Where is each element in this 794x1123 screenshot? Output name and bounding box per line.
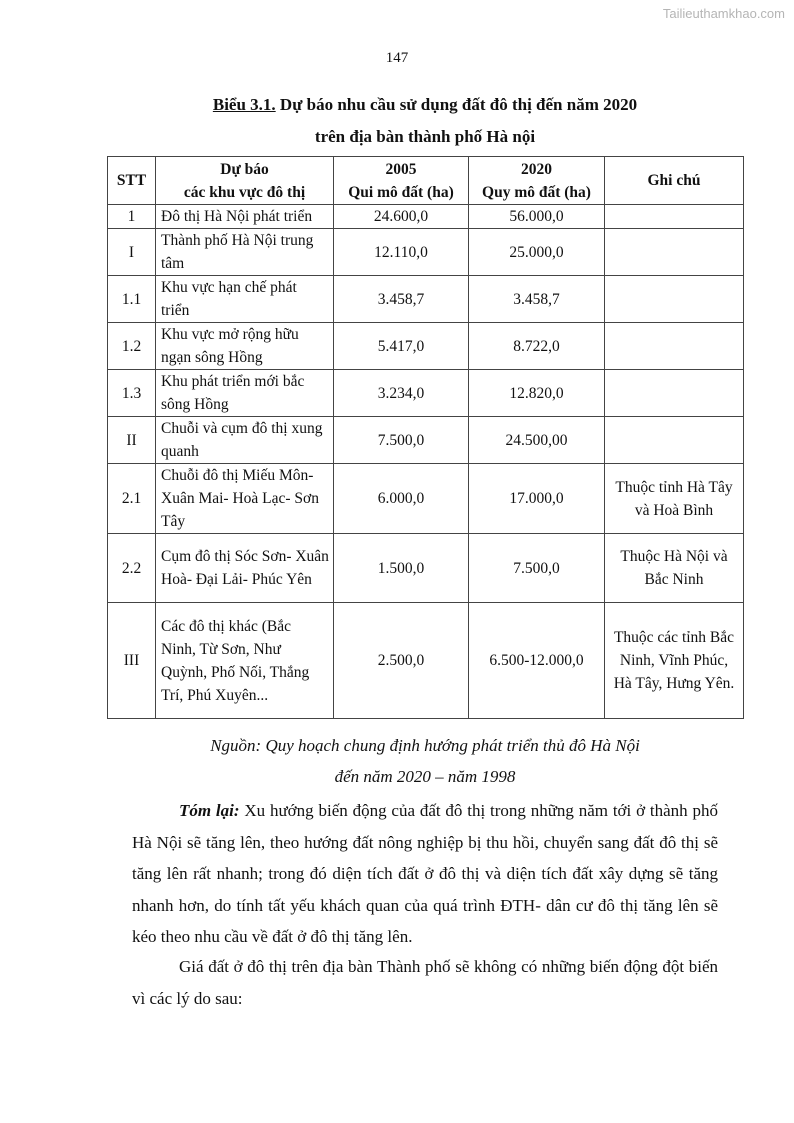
header-2020 [469,157,605,205]
cell-stt: 1 [108,205,156,229]
cell-2020: 8.722,0 [469,323,605,370]
header-2020-unit: Quy mô đất (ha) [482,183,591,201]
header-note: Ghi chú [605,157,744,205]
cell-2005: 24.600,0 [334,205,469,229]
table-header-row [108,157,744,205]
cell-stt: 1.2 [108,323,156,370]
cell-2005: 6.000,0 [334,464,469,534]
cell-2020: 56.000,0 [469,205,605,229]
cell-note [605,370,744,417]
table-title-text: Dự báo nhu cầu sử dụng đất đô thị đến năm 2020 [275,95,638,114]
cell-note [605,229,744,276]
table-row [108,534,744,603]
cell-area: Cụm đô thị Sóc Sơn- Xuân Hoà- Đại Lải- Phúc Yên [156,534,334,603]
cell-area: Khu vực mở rộng hữu ngạn sông Hồng [156,323,334,370]
cell-2020: 12.820,0 [469,370,605,417]
cell-note: Thuộc Hà Nội và Bắc Ninh [605,534,744,603]
cell-note: Thuộc các tỉnh Bắc Ninh, Vĩnh Phúc, Hà Tây, Hưng Yên. [605,603,744,719]
source-note-line2: đến năm 2020 – năm 1998 [334,767,516,786]
cell-note [605,417,744,464]
header-2005-year: 2005 [385,160,417,178]
table-row [108,323,744,370]
cell-note: Thuộc tỉnh Hà Tây và Hoà Bình [605,464,744,534]
cell-area: Đô thị Hà Nội phát triển [156,205,334,229]
cell-stt: 1.3 [108,370,156,417]
header-forecast [156,157,334,205]
cell-2005: 1.500,0 [334,534,469,603]
cell-area: Thành phố Hà Nội trung tâm [156,229,334,276]
header-2005-unit: Qui mô đất (ha) [348,183,454,201]
cell-area: Khu phát triển mới bắc sông Hồng [156,370,334,417]
table-row [108,417,744,464]
cell-note [605,205,744,229]
table-row [108,603,744,719]
table-title [0,95,794,115]
cell-2005: 7.500,0 [334,417,469,464]
page-number: 147 [385,50,409,66]
table-subtitle: trên địa bàn thành phố Hà nội [314,127,536,146]
price-paragraph: Giá đất ở đô thị trên địa bàn Thành phố sẽ không có những biến động đột biến vì các lý do sau: [132,957,718,1008]
cell-area: Các đô thị khác (Bắc Ninh, Từ Sơn, Như Quỳnh, Phố Nối, Thắng Trí, Phú Xuyên... [156,603,334,719]
cell-area: Chuỗi và cụm đô thị xung quanh [156,417,334,464]
table-row [108,229,744,276]
cell-stt: III [108,603,156,719]
cell-2020: 3.458,7 [469,276,605,323]
summary-paragraph [132,795,718,953]
header-stt: STT [108,157,156,205]
cell-note [605,276,744,323]
header-forecast-line2: các khu vực đô thị [183,183,306,201]
cell-2005: 5.417,0 [334,323,469,370]
cell-stt: 2.2 [108,534,156,603]
cell-note [605,323,744,370]
header-2005 [334,157,469,205]
summary-lead: Tóm lại: [179,801,240,820]
cell-2020: 25.000,0 [469,229,605,276]
land-forecast-table [107,156,744,719]
cell-2020: 24.500,00 [469,417,605,464]
header-2020-year: 2020 [521,160,552,178]
source-note-line1: Nguồn: Quy hoạch chung định hướng phát triển thủ đô Hà Nội [210,736,640,755]
cell-2005: 3.458,7 [334,276,469,323]
table-row [108,464,744,534]
cell-2020: 17.000,0 [469,464,605,534]
cell-2005: 12.110,0 [334,229,469,276]
cell-2020: 7.500,0 [469,534,605,603]
summary-text: Xu hướng biến động của đất đô thị trong những năm tới ở thành phố Hà Nội sẽ tăng lên, theo hướng đất nông nghiệp bị thu hồi, chuyển sang đất đô thị sẽ tăng lên rất nhanh; trong đó diện tích đất ở đô thị và diện tích đất xây dựng sẽ tăng nhanh hơn, do tính tất yếu khách quan của quá trình ĐTH- dân cư đô thị tăng lên sẽ kéo theo nhu cầu về đất ở đô thị tăng lên. [132,801,718,946]
header-forecast-line1: Dự báo [220,160,269,178]
cell-stt: 1.1 [108,276,156,323]
table-title-label: Biểu 3.1. [212,95,276,114]
cell-stt: 2.1 [108,464,156,534]
cell-stt: II [108,417,156,464]
table-row [108,276,744,323]
watermark: Tailieuthamkhao.com [662,6,785,21]
table-row [108,370,744,417]
cell-area: Khu vực hạn chế phát triển [156,276,334,323]
cell-2020: 6.500-12.000,0 [469,603,605,719]
cell-2005: 3.234,0 [334,370,469,417]
table-row [108,205,744,229]
cell-area: Chuỗi đô thị Miếu Môn- Xuân Mai- Hoà Lạc- Sơn Tây [156,464,334,534]
cell-stt: I [108,229,156,276]
cell-2005: 2.500,0 [334,603,469,719]
